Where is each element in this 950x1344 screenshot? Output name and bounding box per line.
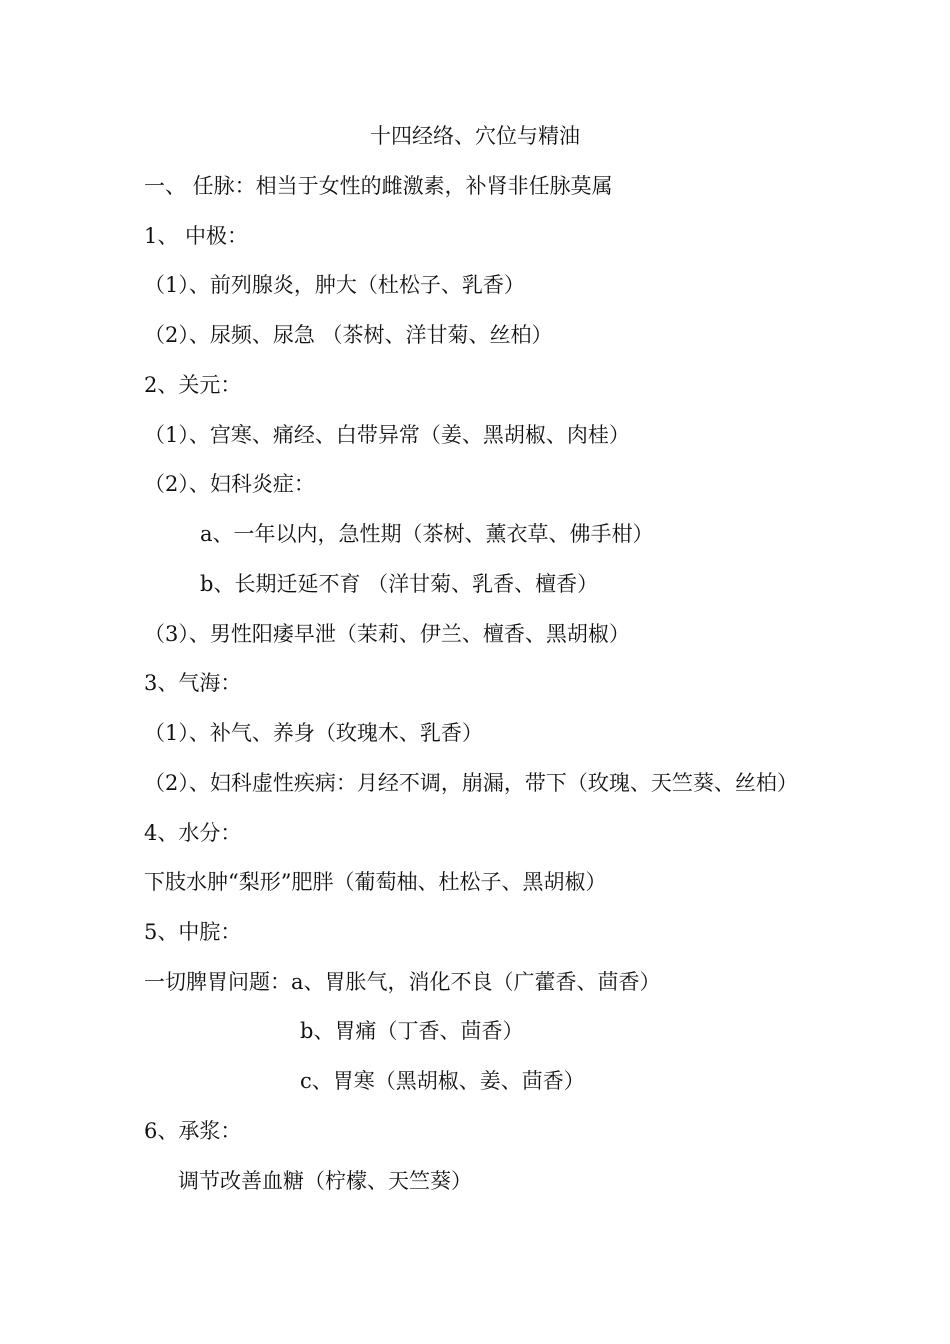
sub-list-item: c、胃寒（黑胡椒、姜、茴香）	[300, 1069, 585, 1093]
item-heading-chengjiang: 6、承浆：	[144, 1119, 242, 1143]
list-item: （3）、男性阳痿早泄（茉莉、伊兰、檀香、黑胡椒）	[144, 622, 630, 646]
list-item: 一切脾胃问题：a、胃胀气，消化不良（广藿香、茴香）	[144, 970, 661, 994]
list-item: 调节改善血糖（柠檬、天竺葵）	[178, 1169, 472, 1193]
item-heading-zhongwan: 5、中脘：	[144, 920, 242, 944]
list-item: （2）、妇科炎症：	[144, 472, 315, 496]
list-item: （1）、前列腺炎，肿大（杜松子、乳香）	[144, 273, 525, 297]
sub-list-item: a、一年以内，急性期（茶树、薰衣草、佛手柑）	[200, 522, 654, 546]
item-heading-shuifen: 4、水分：	[144, 821, 242, 845]
list-item: （2）、妇科虚性疾病：月经不调，崩漏，带下（玫瑰、天竺葵、丝柏）	[144, 771, 798, 795]
item-heading-guanyuan: 2、关元：	[144, 373, 242, 397]
list-item: （1）、补气、养身（玫瑰木、乳香）	[144, 721, 483, 745]
list-item: （1）、宫寒、痛经、白带异常（姜、黑胡椒、肉桂）	[144, 423, 630, 447]
item-heading-qihai: 3、气海：	[144, 671, 242, 695]
sub-list-item: b、胃痛（丁香、茴香）	[300, 1019, 524, 1043]
list-item: 下肢水肿“梨形”肥胖（葡萄柚、杜松子、黑胡椒）	[144, 870, 607, 894]
sub-list-item: b、长期迁延不育 （洋甘菊、乳香、檀香）	[200, 572, 599, 596]
section-heading-renmai: 一、 任脉：相当于女性的雌激素，补肾非任脉莫属	[144, 174, 613, 198]
list-item: （2）、尿频、尿急 （茶树、洋甘菊、丝柏）	[144, 323, 553, 347]
item-heading-zhongji: 1、 中极：	[144, 224, 249, 248]
document-title: 十四经络、穴位与精油	[370, 124, 580, 148]
